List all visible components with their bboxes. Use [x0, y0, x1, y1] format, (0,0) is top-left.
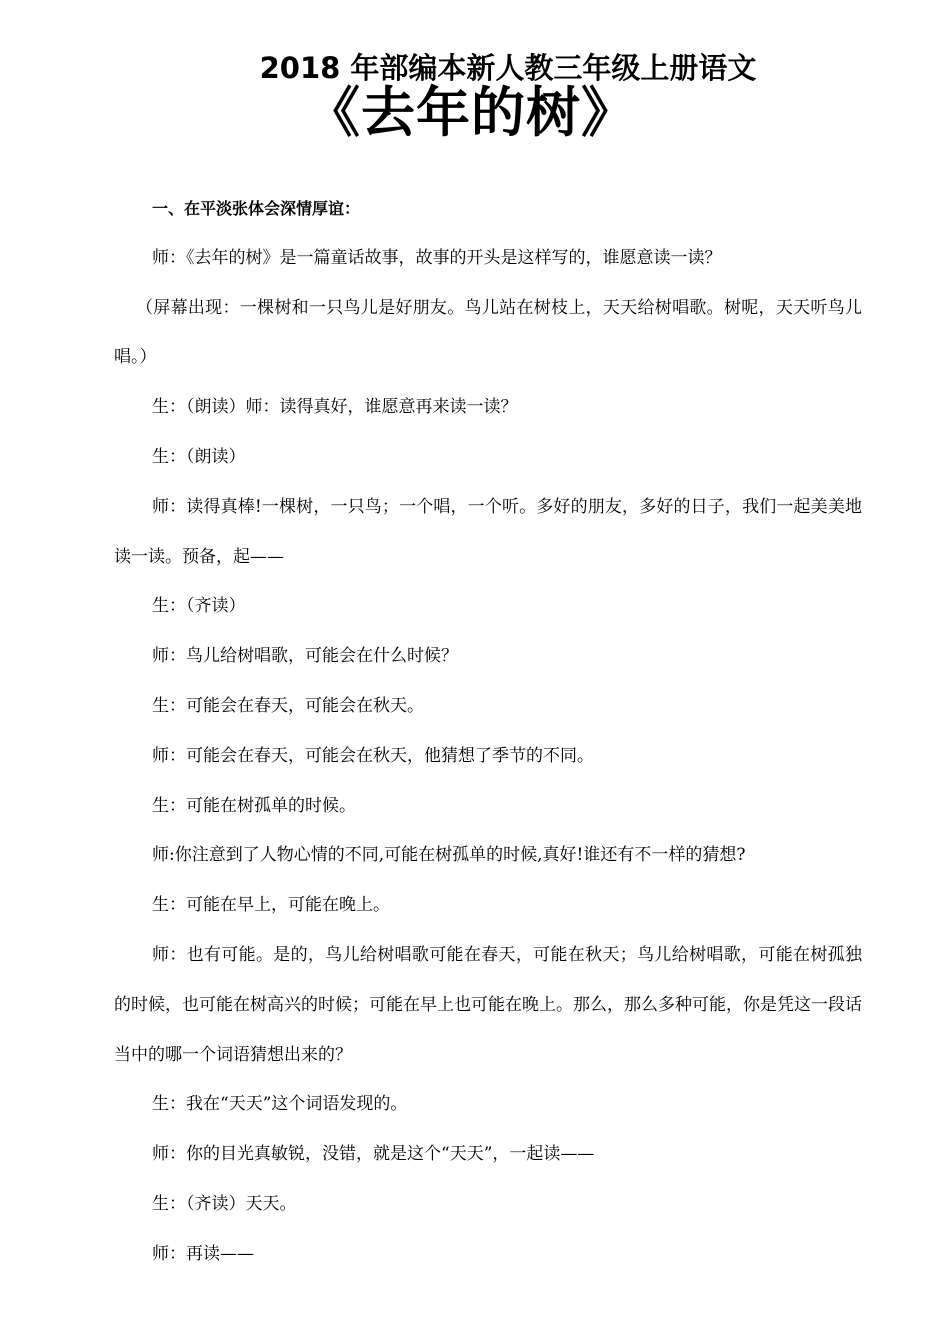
paragraph: 师：可能会在春天，可能会在秋天，他猜想了季节的不同。 [152, 745, 594, 766]
paragraph: （屏幕出现：一棵树和一只鸟儿是好朋友。鸟儿站在树枝上，天天给树唱歌。树呢，天天听鸟儿唱。） [114, 297, 862, 368]
paragraph: 生：（朗读） [152, 446, 246, 467]
paragraph: 师：读得真棒!一棵树，一只鸟；一个唱，一个听。多好的朋友，多好的日子，我们一起美美地读一读。预备，起—— [114, 496, 862, 567]
paragraph: 师：《去年的树》是一篇童话故事，故事的开头是这样写的，谁愿意读一读？ [152, 247, 722, 268]
document-title-line1: 2018 年部编本新人教三年级上册语文 [259, 51, 757, 85]
document-body [114, 184, 862, 1280]
paragraph: 生：我在“天天”这个词语发现的。 [152, 1094, 408, 1115]
section-heading: 一、在平淡张体会深情厚谊： [152, 199, 361, 218]
paragraph: 生：可能在树孤单的时候。 [152, 795, 356, 816]
document-title-line2: 《去年的树》 [306, 81, 636, 144]
paragraph: 生：可能会在春天，可能会在秋天。 [152, 695, 424, 716]
paragraph: 生：（齐读）天天。 [152, 1193, 297, 1214]
paragraph: 师：鸟儿给树唱歌，可能会在什么时候？ [152, 646, 458, 667]
paragraph: 生：（齐读） [152, 596, 246, 617]
paragraph: 师:你注意到了人物心情的不同,可能在树孤单的时候,真好!谁还有不一样的猜想? [152, 845, 746, 866]
paragraph: 师：你的目光真敏锐，没错，就是这个“天天”，一起读—— [152, 1144, 595, 1165]
paragraph: 师：再读—— [152, 1243, 254, 1264]
paragraph: 师：也有可能。是的，鸟儿给树唱歌可能在春天，可能在秋天；鸟儿给树唱歌，可能在树孤独的时候，也可能在树高兴的时候；可能在早上也可能在晚上。那么，那么多种可能，你是凭这一段话当中的哪一个词语猜想出来的？ [114, 944, 862, 1065]
paragraph: 生：（朗读）师：读得真好，谁愿意再来读一读？ [152, 397, 518, 418]
paragraph: 生：可能在早上，可能在晚上。 [152, 895, 390, 916]
